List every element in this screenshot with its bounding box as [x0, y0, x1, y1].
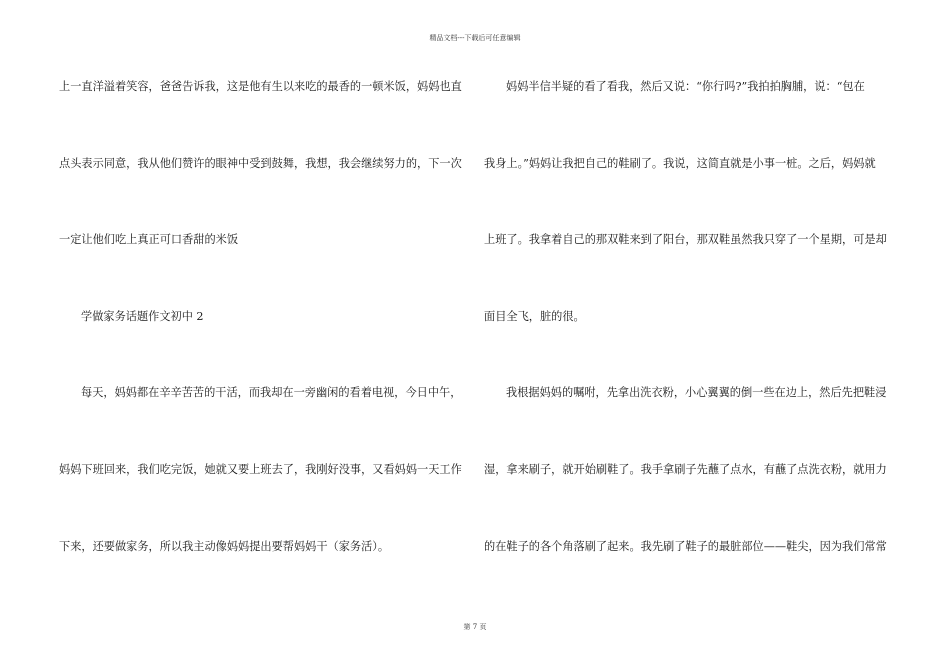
text-line: 上班了。我拿着自己的那双鞋来到了阳台，那双鞋虽然我只穿了一个星期，可是却: [484, 233, 887, 247]
text-line: 每天，妈妈都在辛辛苦苦的干活，而我却在一旁幽闲的看着电视，今日中午，: [81, 386, 462, 400]
page-header: 精品文档---下载后可任意编辑: [429, 34, 521, 42]
right-column: [484, 77, 888, 613]
left-column: [59, 77, 463, 613]
text-line: 下来，还要做家务，所以我主动像妈妈提出要帮妈妈干（家务活）。: [59, 539, 390, 553]
text-line: 面目全飞，脏的很。: [484, 309, 585, 323]
text-line: 我根据妈妈的嘱咐，先拿出洗衣粉，小心翼翼的倒一些在边上，然后先把鞋浸: [506, 386, 887, 400]
text-line: 的在鞋子的各个角落刷了起来。我先刷了鞋子的最脏部位——鞋尖，因为我们常常: [484, 539, 887, 553]
section-heading: 学做家务话题作文初中 2: [81, 309, 204, 323]
text-line: 妈妈下班回来，我们吃完饭，她就又要上班去了，我刚好没事，又看妈妈一天工作: [59, 462, 462, 476]
text-line: 一定让他们吃上真正可口香甜的米饭: [59, 233, 239, 247]
text-line: 湿，拿来刷子，就开始刷鞋了。我手拿刷子先蘸了点水，有蘸了点洗衣粉，就用力: [484, 462, 887, 476]
page-number: 第 7 页: [463, 623, 487, 631]
text-line: 妈妈半信半疑的看了看我，然后又说：“你行吗?”我拍拍胸脯，说：“包在: [506, 80, 865, 93]
text-line: 点头表示同意，我从他们赞许的眼神中受到鼓舞，我想，我会继续努力的，下一次: [59, 156, 462, 170]
text-line: 上一直洋溢着笑容，爸爸告诉我，这是他有生以来吃的最香的一顿米饭，妈妈也直: [59, 80, 462, 93]
text-line: 我身上。”妈妈让我把自己的鞋刷了。我说，这简直就是小事一桩。之后，妈妈就: [484, 156, 876, 170]
